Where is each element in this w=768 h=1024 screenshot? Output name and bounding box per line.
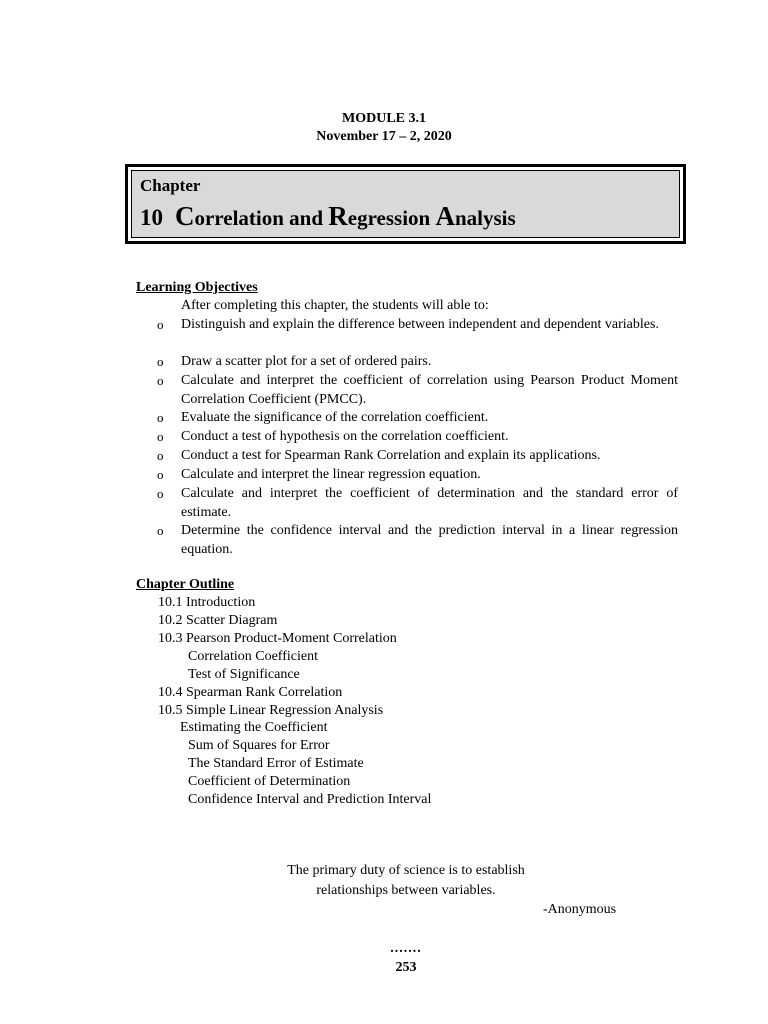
outline-item: 10.2 Scatter Diagram: [158, 613, 278, 628]
bullet-icon: o: [157, 354, 164, 369]
objective-item: o Determine the confidence interval and the prediction interval in a linear regression equation.: [157, 523, 678, 557]
outline-item: 10.1 Introduction: [158, 595, 256, 610]
outline-item: Correlation Coefficient: [188, 649, 318, 664]
objective-item: o Distinguish and explain the difference between independent and dependent variables.: [157, 316, 678, 335]
outline-item: The Standard Error of Estimate: [188, 756, 364, 771]
quote-line-1: The primary duty of science is to establish: [287, 863, 525, 878]
module-label: MODULE 3.1: [342, 111, 426, 126]
learning-objectives-heading: Learning Objectives: [136, 280, 258, 295]
outline-item: 10.4 Spearman Rank Correlation: [158, 685, 343, 700]
footer-dots: .......: [390, 941, 422, 956]
bullet-icon: o: [157, 467, 164, 482]
outline-item: 10.5 Simple Linear Regression Analysis: [158, 703, 384, 718]
bullet-icon: o: [157, 523, 164, 538]
objectives-intro: After completing this chapter, the students will able to:: [181, 298, 489, 313]
outline-item: 10.3 Pearson Product-Moment Correlation: [158, 631, 397, 646]
bullet-icon: o: [157, 317, 164, 332]
chapter-title: 10 Correlation and Regression Analysis: [140, 201, 516, 231]
objective-item: o Calculate and interpret the linear regression equation.: [157, 466, 678, 485]
objective-item: o Calculate and interpret the coefficient of determination and the standard error of estimate.: [157, 486, 678, 520]
objective-item: o Evaluate the significance of the correlation coefficient.: [157, 409, 678, 428]
outline-item: Coefficient of Determination: [188, 774, 351, 789]
chapter-title-box: [125, 164, 686, 244]
bullet-icon: o: [157, 448, 164, 463]
outline-item: Estimating the Coefficient: [180, 720, 328, 735]
bullet-icon: o: [157, 373, 164, 388]
bullet-icon: o: [157, 410, 164, 425]
chapter-label: Chapter: [140, 176, 201, 195]
objective-item: o Conduct a test for Spearman Rank Correlation and explain its applications.: [157, 447, 678, 466]
objective-item: o Draw a scatter plot for a set of ordered pairs.: [157, 353, 678, 372]
outline-item: Confidence Interval and Prediction Interval: [188, 792, 432, 807]
page-number: 253: [395, 960, 417, 975]
chapter-outline-heading: Chapter Outline: [136, 577, 235, 592]
objective-item: o Calculate and interpret the coefficient of correlation using Pearson Product Moment Correlation Coefficient (PMCC).: [157, 373, 678, 407]
chapter-number: 10: [140, 205, 163, 230]
objective-item: o Conduct a test of hypothesis on the correlation coefficient.: [157, 428, 678, 447]
bullet-icon: o: [157, 486, 164, 501]
module-date: November 17 – 2, 2020: [316, 129, 452, 144]
quote-author: -Anonymous: [543, 902, 617, 917]
outline-item: Sum of Squares for Error: [188, 738, 330, 753]
quote-line-2: relationships between variables.: [316, 883, 496, 898]
bullet-icon: o: [157, 429, 164, 444]
outline-item: Test of Significance: [188, 667, 300, 682]
